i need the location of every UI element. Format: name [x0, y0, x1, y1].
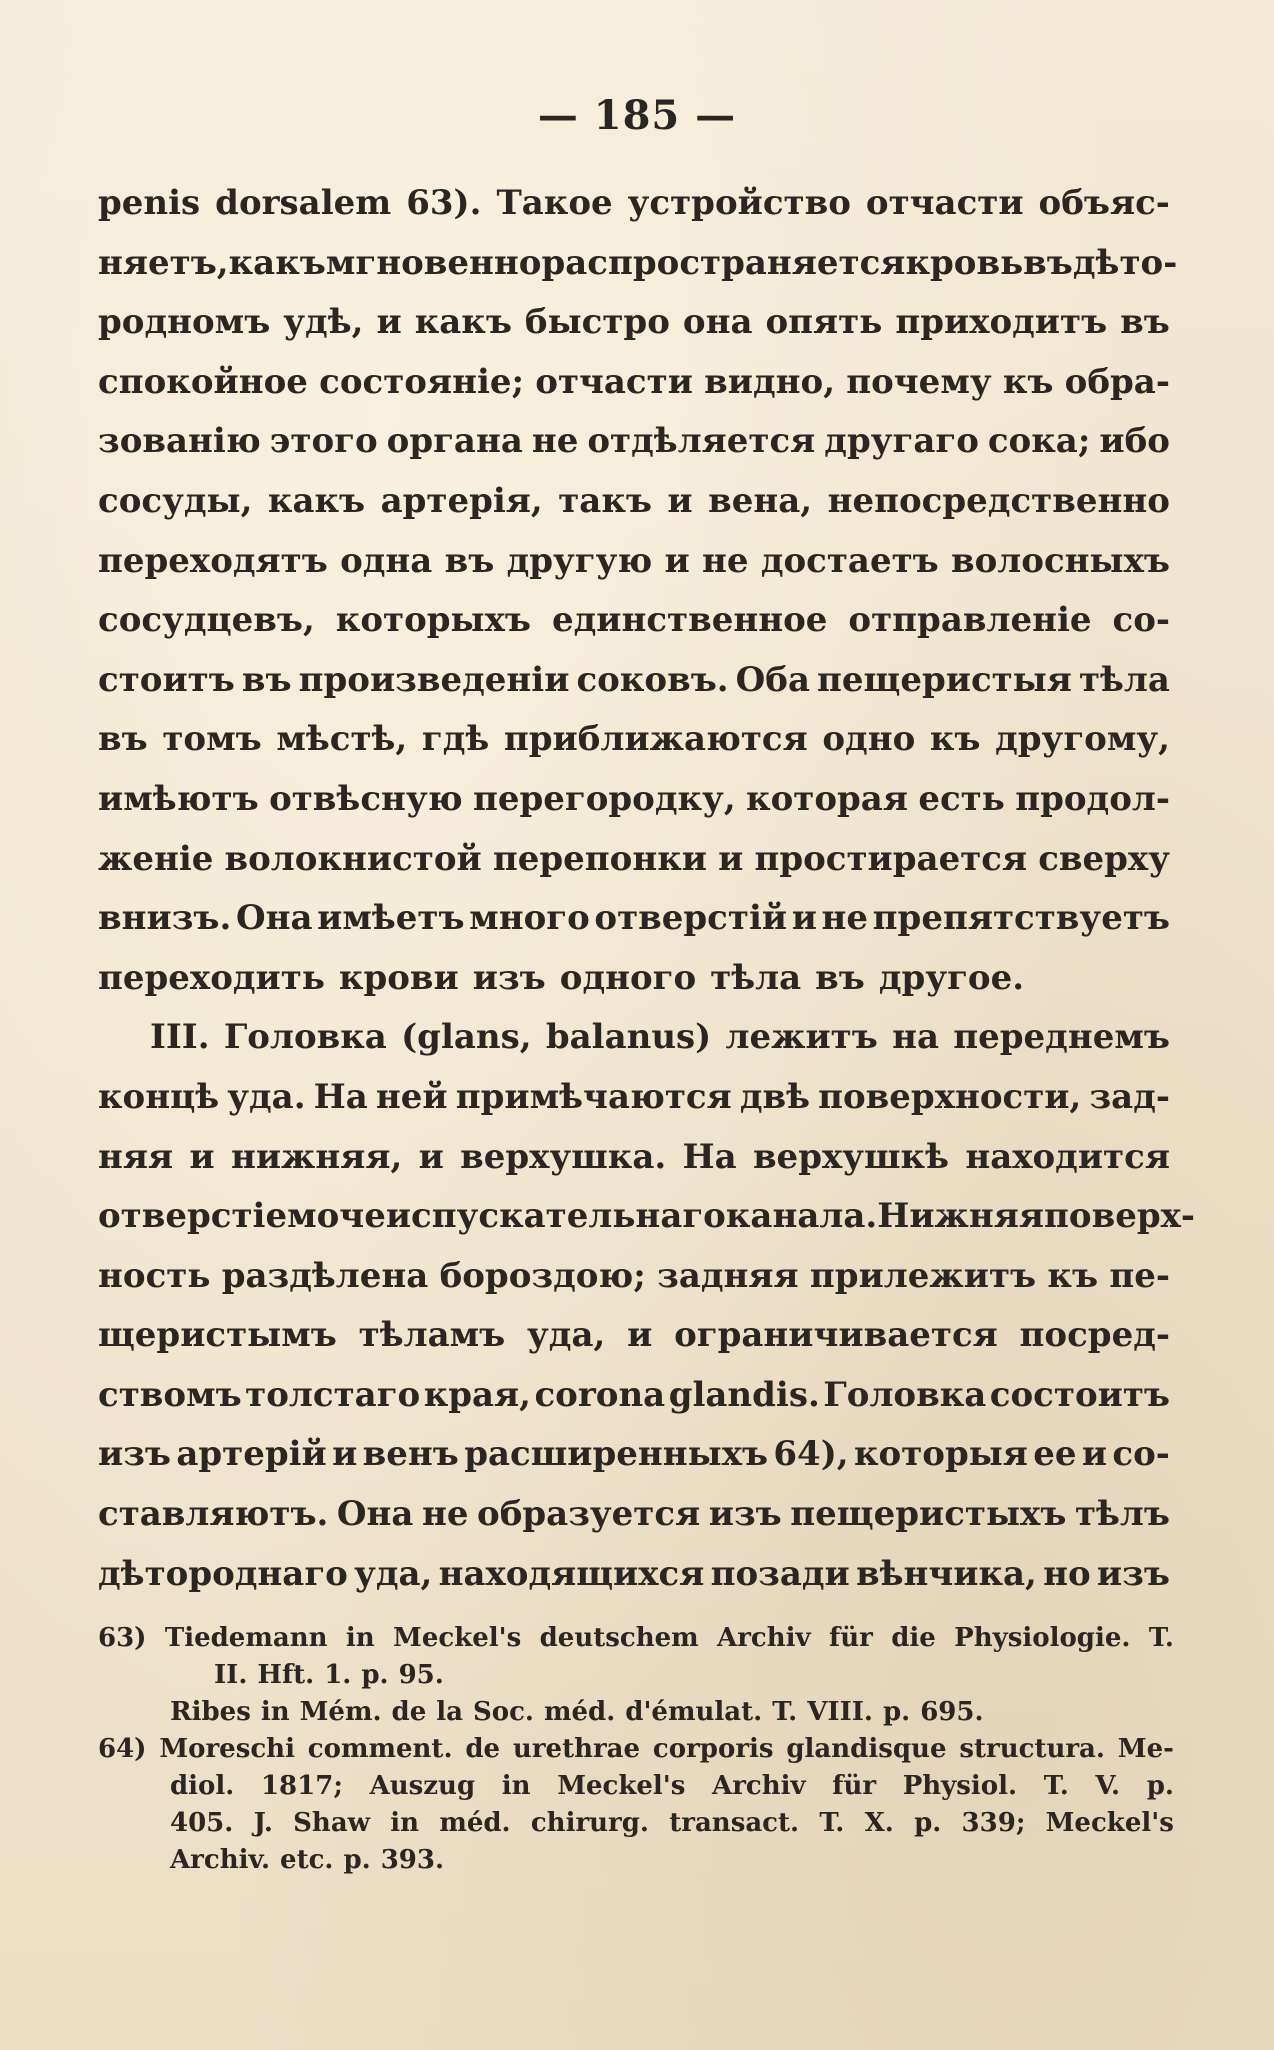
word: etc.: [280, 1845, 334, 1875]
word: Головка: [823, 1374, 987, 1415]
word: и: [376, 302, 402, 343]
word: обра-: [1064, 361, 1170, 402]
word: изъ: [708, 1494, 782, 1535]
word: единственное: [551, 600, 828, 641]
word: chirurg.: [530, 1808, 649, 1838]
word: и: [664, 540, 690, 581]
word: T.: [1043, 1771, 1069, 1801]
footnote-line: [98, 1768, 1174, 1805]
word: позади: [710, 1553, 850, 1594]
word: ограничивается: [674, 1315, 998, 1356]
word: T.: [819, 1808, 845, 1838]
word: Archiv: [712, 1771, 806, 1801]
word: нижняя,: [230, 1136, 403, 1177]
word: p.: [361, 1660, 389, 1690]
word: непосредственно: [827, 480, 1170, 521]
text-line: [98, 1425, 1170, 1485]
word: corona: [534, 1374, 666, 1415]
word: Mém.: [299, 1697, 382, 1727]
word: für: [829, 1623, 873, 1653]
word: сосудцевъ,: [98, 600, 315, 641]
word: въ: [815, 957, 865, 998]
word: glandisque: [786, 1734, 947, 1764]
text-line: [98, 889, 1170, 949]
word: верхушка.: [460, 1136, 667, 1177]
word: няетъ,: [98, 242, 229, 283]
word: изъ: [1096, 1553, 1170, 1594]
word: la: [436, 1697, 463, 1727]
word: Meckel's: [1045, 1808, 1174, 1838]
word: находящихся: [438, 1553, 705, 1594]
word: (glans,: [401, 1017, 532, 1058]
word: Physiologie.: [954, 1623, 1131, 1653]
word: состоитъ: [989, 1374, 1170, 1415]
footnotes: [98, 1620, 1174, 1879]
text-line: [98, 710, 1170, 770]
word: méd.: [439, 1808, 511, 1838]
word: отдѣляется: [587, 421, 816, 462]
text-line: [98, 353, 1170, 413]
word: На: [682, 1136, 737, 1177]
footnote-line: [98, 1731, 1174, 1768]
word: 95.: [398, 1660, 444, 1690]
word: со-: [1112, 600, 1170, 641]
word: 405.: [170, 1808, 234, 1838]
word: есть: [918, 778, 1005, 819]
word: одного: [559, 957, 697, 998]
word: de: [391, 1697, 427, 1727]
word: тѣла: [710, 957, 802, 998]
word: de: [465, 1734, 501, 1764]
word: вена,: [708, 480, 813, 521]
word: Meckel's: [393, 1623, 522, 1653]
word: достаетъ: [760, 540, 939, 581]
word: III.: [150, 1017, 210, 1058]
word: Она: [336, 1494, 414, 1535]
text-line: [98, 651, 1170, 711]
word: отверстій: [594, 898, 788, 939]
word: вѣнчика,: [855, 1553, 1037, 1594]
word: не: [821, 898, 869, 939]
word: méd.: [544, 1697, 616, 1727]
word: органа: [386, 421, 523, 462]
word: на: [892, 1017, 939, 1058]
word: Нижняя: [877, 1196, 1044, 1237]
word: и: [332, 1434, 358, 1475]
word: приходитъ: [895, 302, 1108, 343]
word: въ: [1023, 242, 1073, 283]
word: щеристымъ: [98, 1315, 337, 1356]
word: пещеристыя: [817, 659, 1072, 700]
text-line: [98, 1545, 1170, 1605]
word: Me-: [1117, 1734, 1174, 1764]
word: diol.: [170, 1771, 235, 1801]
word: родномъ: [98, 302, 271, 343]
word: p.: [343, 1845, 371, 1875]
word: сверху: [1038, 838, 1170, 879]
word: отверстіе: [98, 1196, 288, 1237]
word: glandis.: [668, 1374, 820, 1415]
word: бороздою;: [439, 1255, 646, 1296]
word: Shaw: [293, 1808, 371, 1838]
word: сосуды,: [98, 480, 253, 521]
word: сока;: [987, 421, 1091, 462]
word: почему: [846, 361, 992, 402]
word: X.: [864, 1808, 894, 1838]
word: раздѣлена: [221, 1255, 429, 1296]
text-line: [98, 1247, 1170, 1307]
word: Meckel's: [557, 1771, 686, 1801]
text-line: [98, 472, 1170, 532]
word: уда.: [227, 1076, 306, 1117]
word: со-: [1112, 1434, 1170, 1475]
word: in: [260, 1697, 290, 1727]
word: крови: [338, 957, 459, 998]
word: Archiv.: [170, 1845, 271, 1875]
word: задняя: [657, 1255, 799, 1296]
word: p.: [914, 1808, 942, 1838]
word: отправленіе: [848, 600, 1092, 641]
word: Оба: [735, 659, 810, 700]
word: transact.: [669, 1808, 800, 1838]
word: зад-: [1089, 1076, 1170, 1117]
word: къ: [1047, 1255, 1099, 1296]
word: произведеніи: [298, 659, 570, 700]
word: ибо: [1099, 421, 1170, 462]
word: V.: [1095, 1771, 1121, 1801]
word: какъ: [228, 242, 326, 283]
word: одна: [340, 540, 433, 581]
word: ствомъ: [98, 1374, 242, 1415]
word: T.: [772, 1697, 798, 1727]
word: comment.: [307, 1734, 453, 1764]
text-line: [98, 949, 1170, 1009]
word: концѣ: [98, 1076, 220, 1117]
word: удѣ,: [283, 302, 364, 343]
word: in: [501, 1771, 531, 1801]
word: deutschem: [539, 1623, 699, 1653]
word: имѣютъ: [98, 778, 259, 819]
word: VIII.: [807, 1697, 873, 1727]
word: приближаются: [503, 719, 808, 760]
word: p.: [882, 1697, 911, 1727]
word: На: [313, 1076, 368, 1117]
word: стоитъ: [98, 659, 235, 700]
word: Auszug: [369, 1771, 476, 1801]
word: перепонки: [492, 838, 708, 879]
word: объяс-: [1038, 183, 1170, 223]
word: 695.: [920, 1697, 984, 1727]
word: она: [682, 302, 753, 343]
word: одно: [822, 719, 916, 760]
word: отчасти: [535, 361, 693, 402]
text-line: [98, 830, 1170, 890]
word: внизъ.: [98, 898, 232, 939]
word: пе-: [1109, 1255, 1170, 1296]
word: препятствуетъ: [872, 898, 1170, 939]
word: ее: [1033, 1434, 1077, 1475]
word: поверх-: [1044, 1196, 1195, 1237]
word: structura.: [959, 1734, 1105, 1764]
text-line: [98, 1366, 1170, 1426]
word: 1.: [324, 1660, 352, 1690]
word: образуется: [477, 1494, 701, 1535]
word: кровь: [905, 242, 1024, 283]
word: corporis: [652, 1734, 774, 1764]
word: пещеристыхъ: [790, 1494, 1067, 1535]
word: ней: [375, 1076, 448, 1117]
text-line: [98, 412, 1170, 472]
word: посред-: [1019, 1315, 1170, 1356]
text-line: [98, 1306, 1170, 1366]
word: расширенныхъ: [464, 1434, 769, 1475]
word: Archiv: [717, 1623, 811, 1653]
word: J.: [253, 1808, 273, 1838]
word: но: [1043, 1553, 1091, 1594]
word: волокнистой: [224, 838, 482, 879]
word: не: [531, 421, 579, 462]
word: въ: [241, 659, 292, 700]
word: канала.: [725, 1196, 878, 1237]
text-line: [98, 591, 1170, 651]
word: которая: [746, 778, 908, 819]
word: Tiedemann: [164, 1623, 328, 1653]
word: другому,: [995, 719, 1170, 760]
word: T.: [1148, 1623, 1174, 1653]
word: не: [702, 540, 749, 581]
word: томъ: [162, 719, 262, 760]
word: переходить: [98, 957, 325, 998]
word: какъ: [267, 480, 366, 521]
word: уда,: [354, 1553, 433, 1594]
body-text: [98, 174, 1195, 1604]
word: поверхности,: [818, 1076, 1082, 1117]
word: Soc.: [472, 1697, 534, 1727]
word: къ: [1002, 361, 1054, 402]
word: ставляютъ.: [98, 1494, 329, 1535]
word: другую: [506, 540, 653, 581]
word: переходятъ: [98, 540, 328, 581]
word: видно,: [704, 361, 836, 402]
word: переднемъ: [953, 1017, 1170, 1058]
word: этого: [269, 421, 378, 462]
text-line: [98, 532, 1170, 592]
word: изъ: [472, 957, 546, 998]
word: прилежитъ: [809, 1255, 1037, 1296]
word: Такое: [496, 183, 613, 223]
word: и: [627, 1315, 653, 1356]
word: Она: [235, 898, 313, 939]
footnote-line: [98, 1805, 1174, 1842]
word: которыя: [853, 1434, 1028, 1475]
word: die: [891, 1623, 936, 1653]
word: Головка: [223, 1017, 387, 1058]
word: устройство: [627, 183, 851, 223]
word: Hft.: [257, 1660, 315, 1690]
word: уда,: [527, 1315, 606, 1356]
word: въ: [1120, 302, 1170, 343]
word: такъ: [558, 480, 652, 521]
word: которыхъ: [335, 600, 531, 641]
word: p.: [1146, 1771, 1174, 1801]
word: опять: [765, 302, 883, 343]
word: отчасти: [865, 183, 1024, 223]
footnote-line: [98, 1657, 1174, 1694]
word: и: [667, 480, 693, 521]
text-line: [98, 1008, 1170, 1068]
word: тѣла: [1078, 659, 1170, 700]
word: лежитъ: [725, 1017, 878, 1058]
word: дѣто-: [1072, 242, 1178, 283]
footnote-line: [98, 1842, 1174, 1879]
word: II.: [214, 1660, 248, 1690]
word: артерій: [176, 1434, 327, 1475]
word: другое.: [878, 957, 1025, 998]
footnote-line: [98, 1620, 1174, 1657]
word: женіе: [98, 838, 214, 879]
page-number-header: — 185 —: [537, 92, 737, 139]
word: in: [345, 1623, 375, 1653]
word: находится: [965, 1136, 1170, 1177]
text-line: [98, 293, 1170, 353]
word: мочеиспускательнаго: [287, 1196, 726, 1237]
word: и: [189, 1136, 215, 1177]
word: дѣтороднаго: [98, 1553, 348, 1594]
word: изъ: [98, 1434, 171, 1475]
word: d'émulat.: [625, 1697, 763, 1727]
word: какъ: [414, 302, 512, 343]
text-line: [98, 1187, 1195, 1247]
word: няя: [98, 1136, 174, 1177]
word: другаго: [824, 421, 979, 462]
word: urethrae: [512, 1734, 641, 1764]
word: состояніе;: [319, 361, 525, 402]
word: 64): [98, 1734, 147, 1764]
word: 63): [98, 1623, 147, 1653]
word: 64),: [773, 1434, 849, 1475]
word: 1817;: [260, 1771, 343, 1801]
word: Physiol.: [902, 1771, 1018, 1801]
word: 63).: [406, 183, 482, 223]
word: имѣетъ: [317, 898, 465, 939]
word: верхушкѣ: [752, 1136, 950, 1177]
word: соковъ.: [576, 659, 729, 700]
word: простирается: [754, 838, 1028, 879]
word: венъ: [362, 1434, 459, 1475]
word: гдѣ: [421, 719, 490, 760]
word: dorsalem: [215, 183, 392, 223]
word: продол-: [1015, 778, 1170, 819]
word: примѣчаются: [455, 1076, 732, 1117]
word: двѣ: [739, 1076, 811, 1117]
word: и: [1081, 1434, 1108, 1475]
word: къ: [929, 719, 981, 760]
word: balanus): [545, 1017, 712, 1058]
text-line: [98, 1068, 1170, 1128]
word: быстро: [524, 302, 670, 343]
word: 393.: [380, 1845, 445, 1875]
text-line: [98, 234, 1178, 294]
word: тѣламъ: [358, 1315, 506, 1356]
word: не: [421, 1494, 469, 1535]
word: тѣлъ: [1074, 1494, 1170, 1535]
word: края,: [423, 1374, 531, 1415]
word: Ribes: [170, 1697, 251, 1727]
word: 339;: [961, 1808, 1026, 1838]
word: мгновенно: [325, 242, 542, 283]
word: распространяется: [541, 242, 906, 283]
word: много: [469, 898, 590, 939]
word: артерія,: [380, 480, 543, 521]
word: въ: [98, 719, 148, 760]
word: и: [791, 898, 817, 939]
word: и: [418, 1136, 444, 1177]
text-line: [98, 770, 1170, 830]
word: für: [832, 1771, 877, 1801]
word: волосныхъ: [951, 540, 1170, 581]
word: отвѣсную: [269, 778, 463, 819]
word: penis: [98, 183, 201, 223]
word: перегородку,: [472, 778, 736, 819]
word: и: [718, 838, 744, 879]
text-line: [98, 1128, 1170, 1188]
word: мѣстѣ,: [276, 719, 408, 760]
text-line: [98, 1485, 1170, 1545]
word: in: [390, 1808, 420, 1838]
footnote-line: [98, 1694, 1174, 1731]
word: толстаго: [245, 1374, 421, 1415]
word: Moreschi: [159, 1734, 295, 1764]
word: въ: [444, 540, 495, 581]
text-line: [98, 174, 1170, 234]
word: спокойное: [98, 361, 308, 402]
word: зованію: [98, 421, 261, 462]
word: ность: [98, 1255, 211, 1296]
